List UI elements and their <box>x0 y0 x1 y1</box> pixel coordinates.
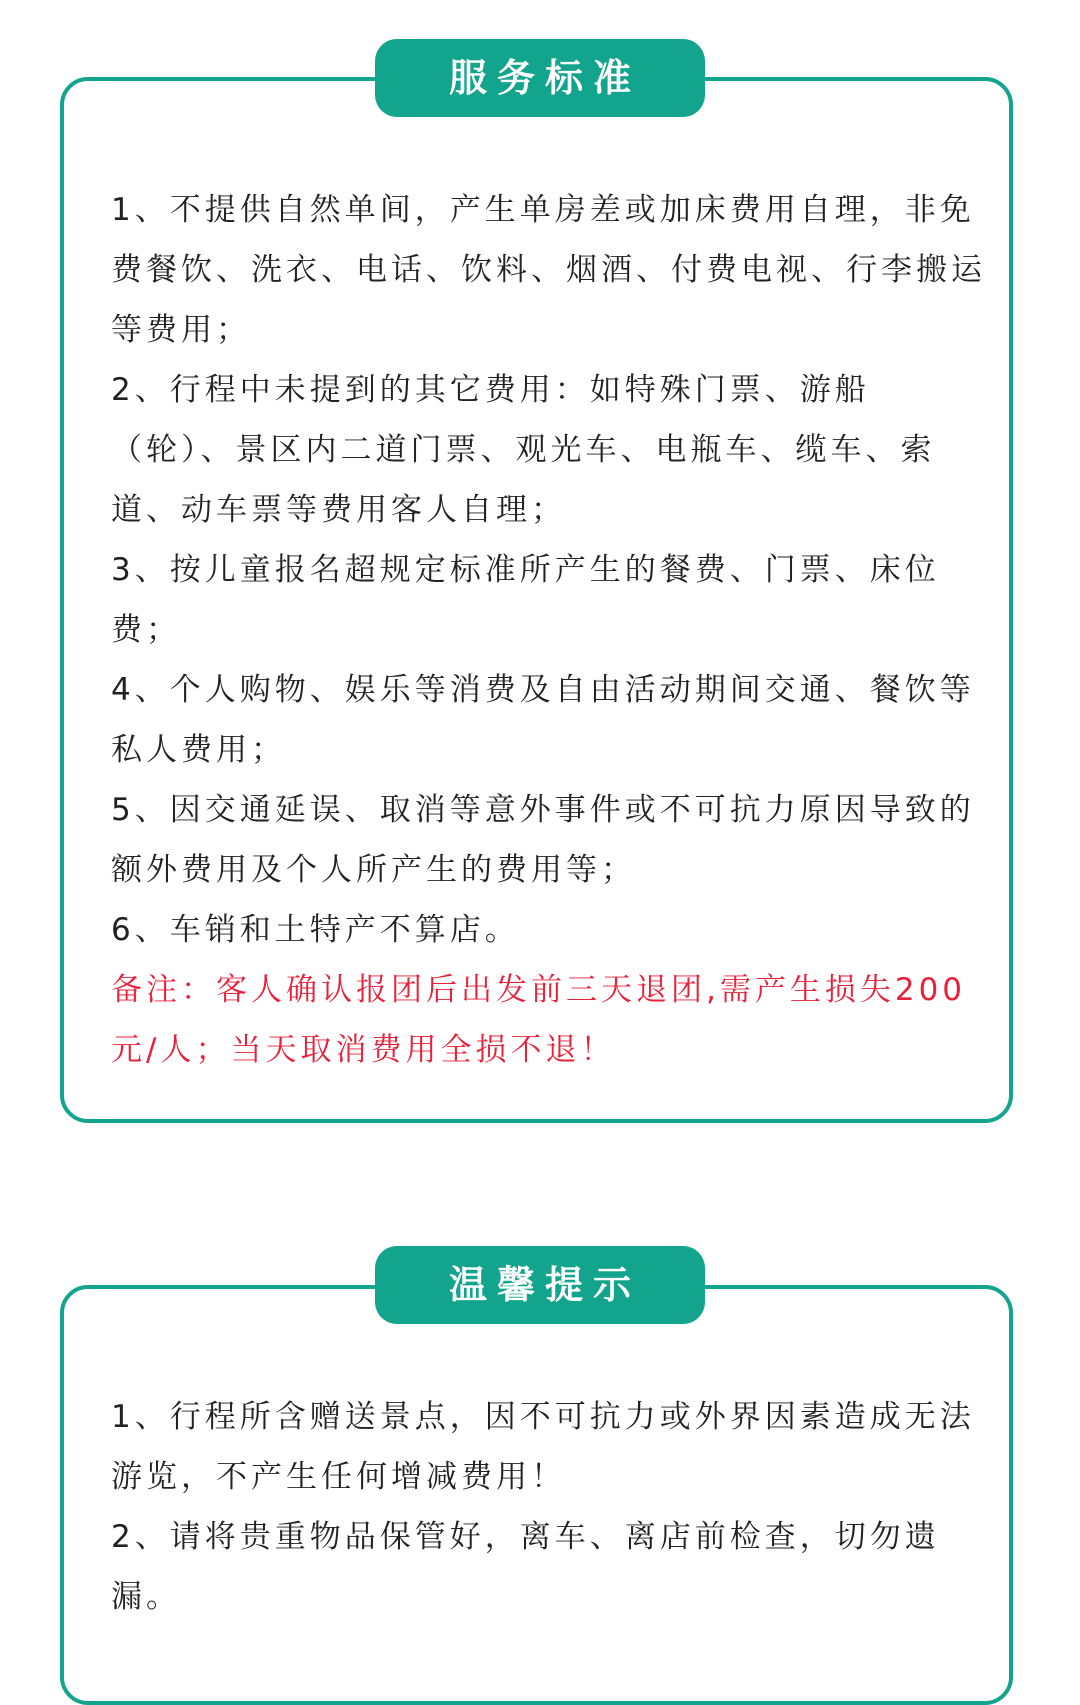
service-standard-content <box>111 180 991 1080</box>
list-item: 1、不提供自然单间，产生单房差或加床费用自理，非免费餐饮、洗衣、电话、饮料、烟酒、付费电视、行李搬运等费用； <box>111 192 986 348</box>
service-standard-title: 服务标准 <box>375 39 705 117</box>
list-item: 1、行程所含赠送景点，因不可抗力或外界因素造成无法游览，不产生任何增减费用！ <box>111 1399 975 1495</box>
warm-tips-content <box>111 1387 991 1627</box>
warm-tips-title: 温馨提示 <box>375 1246 705 1324</box>
list-item: 6、车销和土特产不算店。 <box>111 912 520 948</box>
list-item: 2、请将贵重物品保管好，离车、离店前检查，切勿遗漏。 <box>111 1519 940 1615</box>
cancellation-note: 备注：客人确认报团后出发前三天退团,需产生损失200元/人；当天取消费用全损不退！ <box>111 972 967 1068</box>
list-item: 4、个人购物、娱乐等消费及自由活动期间交通、餐饮等私人费用； <box>111 672 975 768</box>
list-item: 2、行程中未提到的其它费用：如特殊门票、游船（轮）、景区内二道门票、观光车、电瓶车、缆车、索道、动车票等费用客人自理； <box>111 372 936 528</box>
list-item: 5、因交通延误、取消等意外事件或不可抗力原因导致的额外费用及个人所产生的费用等； <box>111 792 975 888</box>
list-item: 3、按儿童报名超规定标准所产生的餐费、门票、床位费； <box>111 552 940 648</box>
